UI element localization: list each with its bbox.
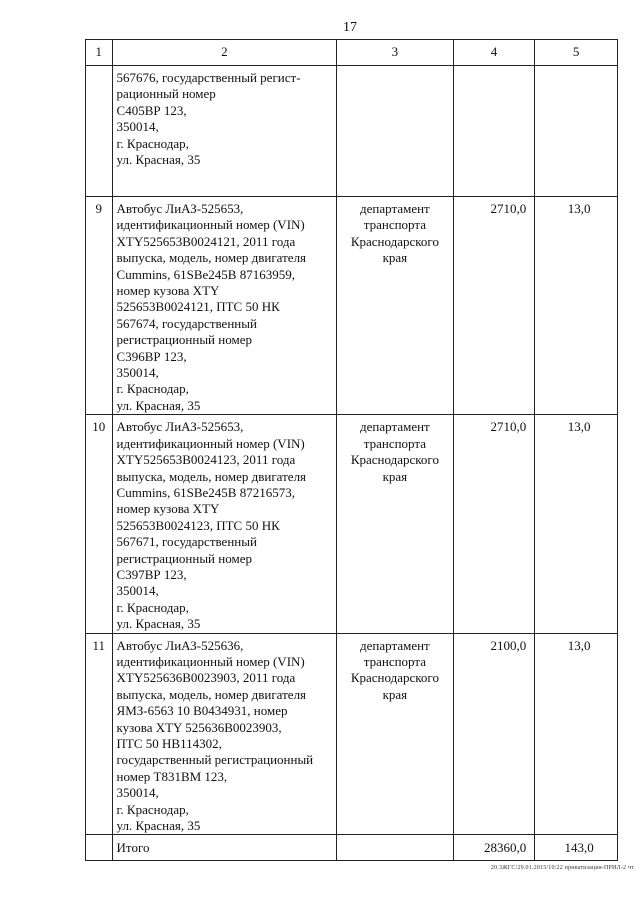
row-holder: департамент транспорта Краснодарского края xyxy=(350,201,439,266)
row-description: 567676, государственный регист- рационный номер С405ВР 123, 350014, г. Краснодар, ул. Красная, 35 xyxy=(116,70,301,168)
table-row xyxy=(86,633,618,835)
header-col-2: 2 xyxy=(112,40,337,66)
row-holder: департамент транспорта Краснодарского края xyxy=(350,637,439,702)
row-holder-cell xyxy=(337,66,453,197)
row-num: 11 xyxy=(92,637,106,653)
row-value: 2710,0 xyxy=(490,419,527,435)
row-holder-cell xyxy=(337,633,453,835)
row-qty: 13,0 xyxy=(567,419,591,435)
header-col-5: 5 xyxy=(535,40,618,66)
row-num-cell xyxy=(86,415,113,633)
table-header-row xyxy=(86,40,618,66)
total-holder-cell xyxy=(337,835,453,861)
table-total-row xyxy=(86,835,618,861)
row-num-cell xyxy=(86,197,113,415)
row-num-cell xyxy=(86,633,113,835)
row-description: Автобус ЛиАЗ-525653, идентификационный номер (VIN) XTY525653B0024121, 2011 года выпуска, модель, номер двигателя Cummins, 61SBe245B 87163959, номер кузова XTY 525653B0024121, ПТС 50 НК 567674, государственный регистрационный номер С396ВР 123, 350014, г. Краснодар, ул. Красная, 35 xyxy=(116,201,307,413)
row-description-cell xyxy=(112,415,337,633)
row-qty-cell xyxy=(535,633,618,835)
row-qty-cell xyxy=(535,415,618,633)
total-num-cell xyxy=(86,835,113,861)
table-row xyxy=(86,415,618,633)
header-col-4: 4 xyxy=(453,40,535,66)
row-description: Автобус ЛиАЗ-525653, идентификационный номер (VIN) XTY525653B0024123, 2011 года выпуска, модель, номер двигателя Cummins, 61SBe245B 87216573, номер кузова XTY 525653B0024123, ПТС 50 НК 567671, государственный регистрационный номер С397ВР 123, 350014, г. Краснодар, ул. Красная, 35 xyxy=(116,419,307,632)
total-qty: 143,0 xyxy=(535,835,618,861)
property-table xyxy=(85,39,618,861)
row-holder-cell xyxy=(337,197,453,415)
header-col-1: 1 xyxy=(86,40,113,66)
total-label: Итого xyxy=(112,835,337,861)
row-value-cell xyxy=(453,197,535,415)
row-value: 2710,0 xyxy=(490,201,527,216)
row-value-cell xyxy=(453,633,535,835)
header-col-3: 3 xyxy=(337,40,453,66)
row-description-cell xyxy=(112,66,337,197)
row-value-cell xyxy=(453,66,535,197)
row-holder: департамент транспорта Краснодарского края xyxy=(350,419,439,484)
row-holder-cell xyxy=(337,415,453,633)
row-qty-cell xyxy=(535,66,618,197)
row-qty: 13,0 xyxy=(567,201,591,216)
row-description: Автобус ЛиАЗ-525636, идентификационный номер (VIN) XTY525636B0023903, 2011 года выпуска, модель, номер двигателя ЯМЗ-6563 10 В0434931, номер кузова XTY 525636B0023903, ПТС 50 НВ114302, государственный регистрационный номер Т831ВМ 123, 350014, г. Краснодар, ул. Красная, 35 xyxy=(116,637,314,834)
row-num: 10 xyxy=(92,419,106,435)
page-number: 17 xyxy=(343,20,357,35)
total-value: 28360,0 xyxy=(453,835,535,861)
table-row-continuation xyxy=(86,66,618,197)
row-value-cell xyxy=(453,415,535,633)
table-row xyxy=(86,197,618,415)
row-num-cell xyxy=(86,66,113,197)
document-footer-code: 20.3ЖГС/29.01.2015/10:22 приватизация-ПРИЛ-2 чт xyxy=(490,865,634,871)
row-num: 9 xyxy=(95,201,103,216)
row-qty-cell xyxy=(535,197,618,415)
row-description-cell xyxy=(112,197,337,415)
row-value: 2100,0 xyxy=(490,637,527,653)
row-qty: 13,0 xyxy=(567,637,591,653)
row-description-cell xyxy=(112,633,337,835)
